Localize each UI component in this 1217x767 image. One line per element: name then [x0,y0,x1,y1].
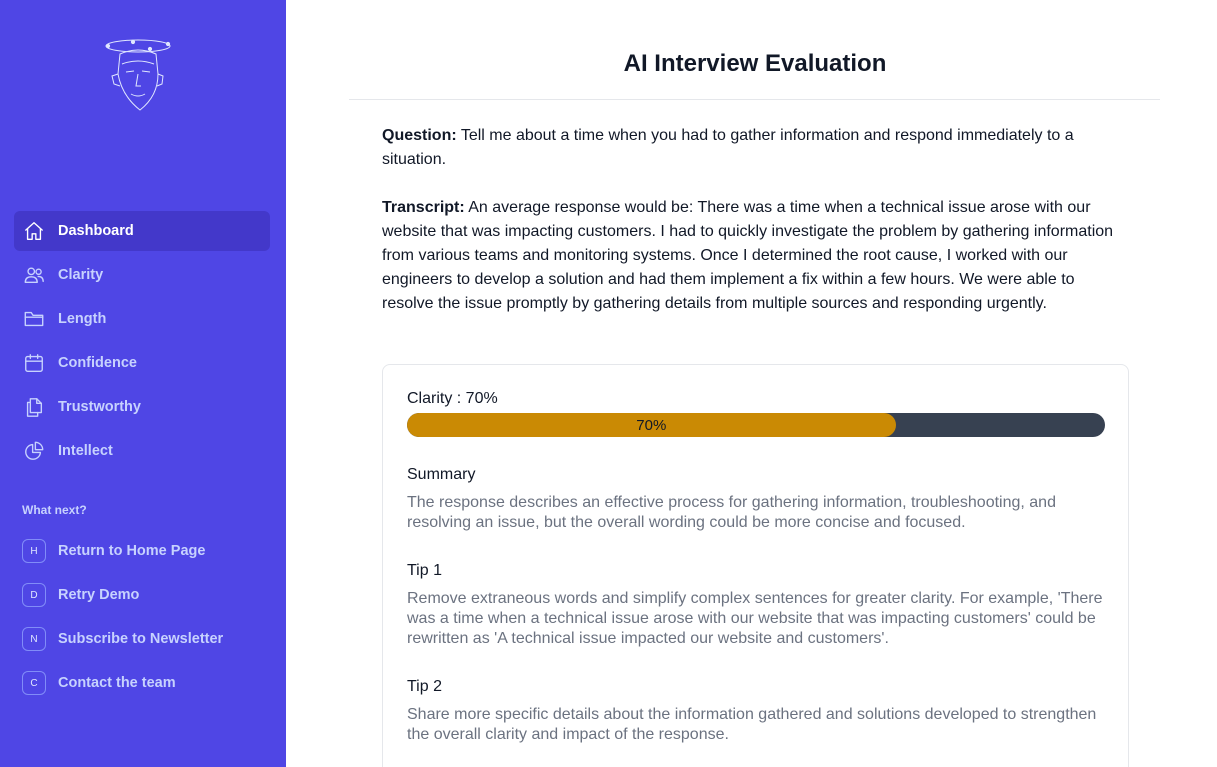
nav-item-length[interactable] [14,299,270,339]
return-home-link[interactable] [14,531,270,571]
what-next-list [14,531,270,707]
tip-1-text: Remove extraneous words and simplify complex sentences for greater clarity. For example, 'There was a time when a technical issue arose with our website that was impacting customers' could be rewritten as 'A technical issue impacted our website and customers'. [407,590,1103,647]
nav-item-label: Trustworthy [58,399,141,415]
nav-item-label: Length [58,311,107,327]
tip-2-heading: Tip 2 [407,678,442,695]
pie-chart-icon [22,439,46,463]
nav-item-label: Intellect [58,443,113,459]
link-label: Return to Home Page [58,543,206,559]
face-logo-icon[interactable] [100,36,178,114]
folder-icon [22,307,46,331]
nav-item-trustworthy[interactable] [14,387,270,427]
tip-1-section [407,561,1109,649]
clarity-progress-fill: 70% [407,413,896,437]
main-nav [14,211,270,475]
nav-item-label: Confidence [58,355,137,371]
link-label: Retry Demo [58,587,140,603]
clarity-score-label: Clarity : 70% [407,390,498,407]
initial-badge: H [22,539,46,563]
summary-heading: Summary [407,466,476,483]
calendar-icon [22,351,46,375]
initial-badge: D [22,583,46,607]
transcript-text: An average response would be: There was a time when a technical issue arose with our website that was impacting customers. I had to quickly investigate the problem by gathering information from various teams and monitoring systems. Once I determined the root cause, I worked with our engineers to develop a solution and had them implement a fix within a few hours. We were able to resolve the issue promptly by gathering details from multiple sources and responding urgently. [382,199,1114,312]
nav-item-clarity[interactable] [14,255,270,295]
clarity-progress-bar [407,413,1105,437]
sidebar [0,0,286,767]
title-divider [349,99,1160,100]
nav-item-confidence[interactable] [14,343,270,383]
page-title: AI Interview Evaluation [623,50,887,77]
interview-qa [382,124,1130,340]
evaluation-card [382,364,1129,767]
link-label: Contact the team [58,675,176,691]
transcript-block [382,196,1130,316]
documents-icon [22,395,46,419]
question-text: Tell me about a time when you had to gather information and respond immediately to a situation. [382,127,1074,168]
question-label: Question: [382,127,457,144]
tip-2-text: Share more specific details about the information gathered and solutions developed to strengthen the overall clarity and impact of the response. [407,706,1097,743]
link-label: Subscribe to Newsletter [58,631,224,647]
nav-item-dashboard[interactable] [14,211,270,251]
contact-team-link[interactable] [14,663,270,703]
summary-text: The response describes an effective process for gathering information, troubleshooting, and resolving an issue, but the overall wording could be more concise and focused. [407,494,1056,531]
users-icon [22,263,46,287]
summary-section [407,465,1109,533]
home-icon [22,219,46,243]
what-next-heading: What next? [22,503,87,517]
nav-item-label: Dashboard [58,223,134,239]
retry-demo-link[interactable] [14,575,270,615]
initial-badge: C [22,671,46,695]
main-content [286,0,1217,767]
nav-item-label: Clarity [58,267,104,283]
question-block [382,124,1130,172]
initial-badge: N [22,627,46,651]
transcript-label: Transcript: [382,199,465,216]
tip-2-section [407,677,1109,745]
tip-1-heading: Tip 1 [407,562,442,579]
subscribe-newsletter-link[interactable] [14,619,270,659]
nav-item-intellect[interactable] [14,431,270,471]
